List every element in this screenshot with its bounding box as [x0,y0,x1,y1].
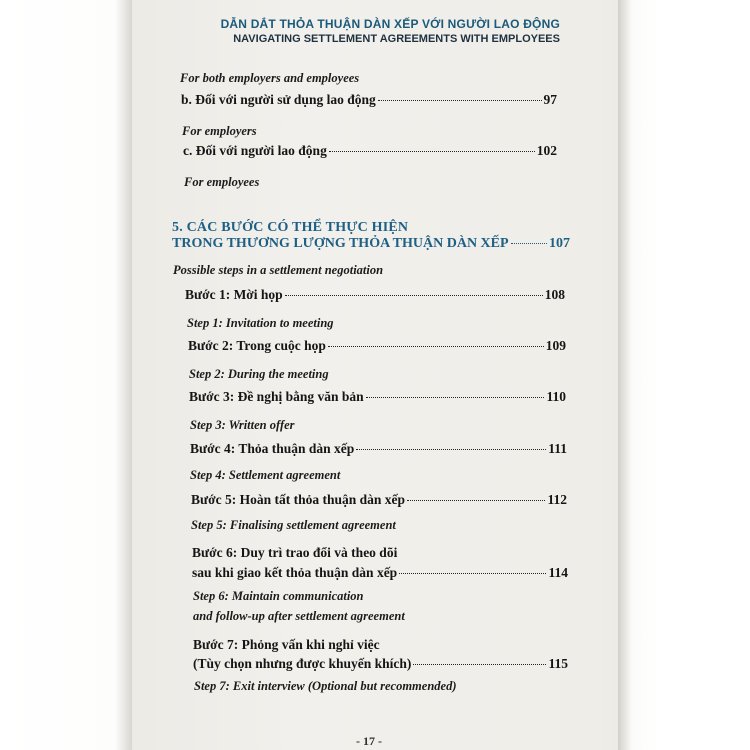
toc-entry-label: Bước 1: Mời họp [185,287,283,302]
toc-entry-label: b. Đối với người sử dụng lao động [181,92,376,107]
toc-step-en: Step 7: Exit interview (Optional but recommended) [194,679,457,693]
toc-entry-label: Bước 4: Thỏa thuận dàn xếp [190,441,355,456]
toc-step-1[interactable] [185,287,565,303]
dot-leader [285,295,543,296]
toc-page-number: 111 [548,441,567,456]
dot-leader [356,449,546,450]
toc-page-number: 115 [548,656,568,671]
toc-entry-label: c. Đối với người lao động [183,143,327,158]
toc-step-7-line1: Bước 7: Phỏng vấn khi nghỉ việc [193,637,380,652]
toc-section-5[interactable] [172,236,570,252]
toc-page-number: 114 [548,565,568,580]
dot-leader [399,573,546,574]
section-title-line2: TRONG THƯƠNG LƯỢNG THỎA THUẬN DÀN XẾP [172,236,509,251]
dot-leader [328,346,544,347]
toc-entry-c[interactable] [183,143,557,159]
toc-entry-label: sau khi giao kết thỏa thuận dàn xếp [192,565,398,580]
toc-page-number: 102 [536,143,557,158]
toc-page-number: 112 [547,492,567,507]
toc-entry-label: (Tùy chọn nhưng được khuyến khích) [193,656,412,671]
toc-entry-en: For employees [184,175,260,189]
section-subtitle-en: Possible steps in a settlement negotiation [173,263,384,277]
toc-step-en: and follow-up after settlement agreement [193,609,405,623]
toc-entry-en: For employers [182,124,257,138]
toc-step-en: Step 1: Invitation to meeting [187,316,334,330]
toc-step-en: Step 5: Finalising settlement agreement [191,518,396,532]
dot-leader [378,100,542,101]
dot-leader [407,500,546,501]
toc-step-5[interactable] [191,492,567,508]
toc-entry-label: Bước 2: Trong cuộc họp [188,338,326,353]
dot-leader [366,397,545,398]
running-header-en: NAVIGATING SETTLEMENT AGREEMENTS WITH EMPLOYEES [233,33,560,45]
toc-step-en: Step 4: Settlement agreement [190,468,341,482]
toc-step-7[interactable] [193,656,568,672]
toc-step-6[interactable] [192,565,568,581]
section-title-line1: 5. CÁC BƯỚC CÓ THỂ THỰC HIỆN [172,220,409,235]
toc-entry-en: For both employers and employees [180,71,360,85]
toc-page-number: 97 [543,92,557,107]
toc-page-number: 110 [546,389,566,404]
toc-entry-b[interactable] [181,92,557,108]
page-number: - 17 - [356,734,382,748]
toc-entry-label: Bước 5: Hoàn tất thỏa thuận dàn xếp [191,492,405,507]
toc-step-3[interactable] [189,389,566,405]
toc-step-en: Step 2: During the meeting [189,367,329,381]
toc-step-en-line1: Step 6: Maintain communication [193,589,364,603]
toc-step-2[interactable] [188,338,566,354]
toc-page-number: 109 [545,338,566,353]
dot-leader [511,243,547,244]
toc-step-4[interactable] [190,441,567,457]
dot-leader [413,664,546,665]
toc-page-number: 108 [544,287,565,302]
toc-page-number: 107 [549,236,570,251]
toc-step-6-line1: Bước 6: Duy trì trao đổi và theo dõi [192,545,398,560]
toc-entry-label: Bước 3: Đề nghị bằng văn bản [189,389,364,404]
toc-step-en: Step 3: Written offer [190,418,295,432]
dot-leader [329,151,535,152]
running-header-vi: DẪN DẮT THỎA THUẬN DÀN XẾP VỚI NGƯỜI LAO ĐỘNG [220,17,560,31]
